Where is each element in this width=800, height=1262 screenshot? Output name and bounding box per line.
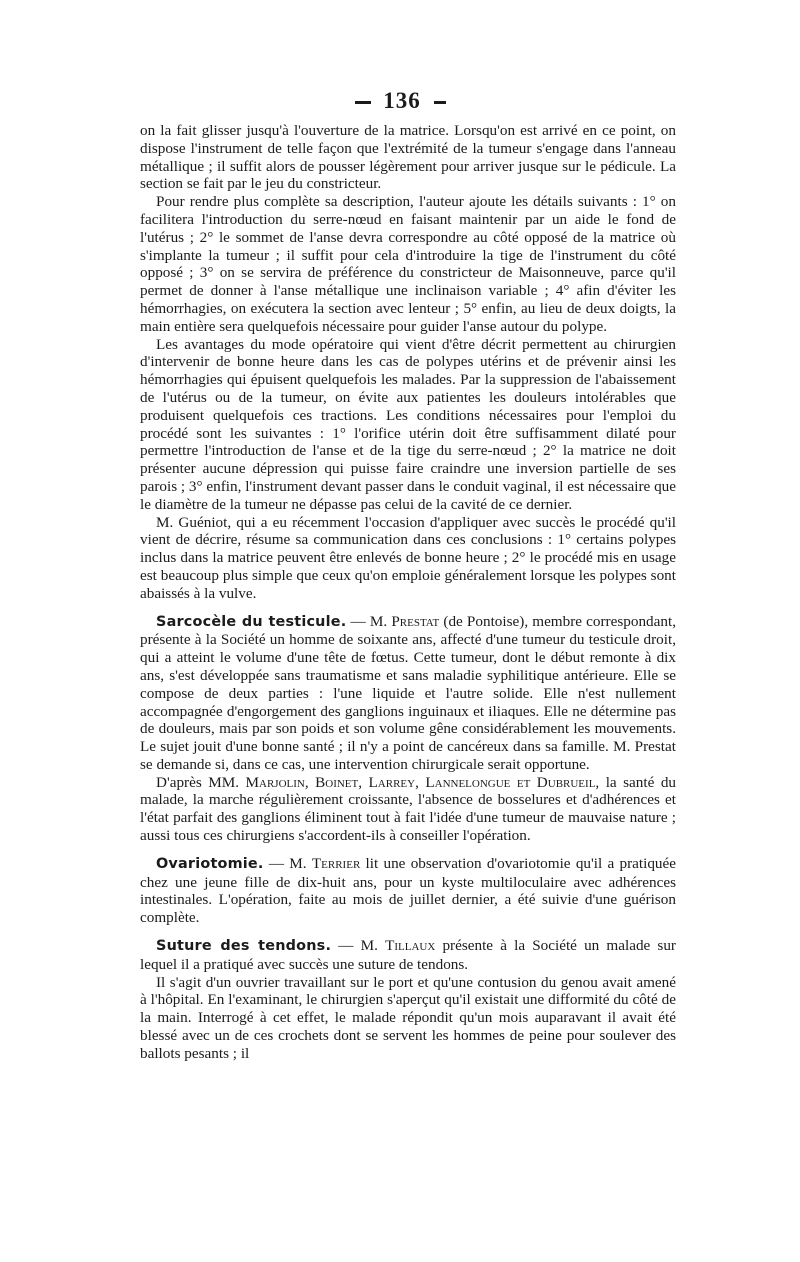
header-dash-right xyxy=(434,101,446,104)
section-text: (de Pontoise), membre correspondant, présente à la Société un homme de soixante ans, affecté d'une tumeur du testicule droit, qui a atteint le volume d'une tête de fœtus. Cette tumeur, dont le début remonte à dix ans, s'est développée sans traumatisme et sans maladie syphilitique antérieure. Elle se compose de deux parties : l'une liquide et l'autre solide. Elle n'est nullement accompagnée d'engorgement des ganglions inguinaux et iliaques. Elle ne détermine pas de douleurs, mais par son poids et son volume gêne considérablement les mouvements. Le sujet jouit d'une bonne santé ; il n'y a point de cancéreux dans sa famille. M. Prestat se demande si, dans ce cas, une intervention chirurgicale serait opportune. xyxy=(140,612,676,773)
paragraph-details: Pour rendre plus complète sa description, l'auteur ajoute les détails suivants : 1° on facilitera l'introduction du serre-nœud en faisant maintenir par un aide le fond de l'utérus ; 2° le sommet de l'anse devra correspondre au côté opposé de la matrice où s'implante la tumeur ; il suffit pour cela d'introduire la tige de l'instrument du côté opposé ; 3° on se servira de préférence du constricteur de Maisonneuve, parce qu'il permet de donner à l'anse métallique une inclinaison variable ; 4° afin d'éviter les hémorrhagies, on exécutera la section avec lenteur ; 5° enfin, au lieu de deux doigts, la main entière sera quelquefois nécessaire pour guider l'anse autour du polype. xyxy=(140,193,676,335)
paragraph-case: Il s'agit d'un ouvrier travaillant sur le port et qu'une contusion du genou avait amené à l'hôpital. En l'examinant, le chirurgien s'aperçut qu'il existait une difformité du côté de la main. Interrogé à cet effet, le malade répondit qu'un mois auparavant il avait été blessé avec un de ces crochets dont se servent les hommes de peine pour soulever des ballots pesants ; il xyxy=(140,973,676,1062)
section-sarcocele xyxy=(140,613,676,774)
section-ovariotomie xyxy=(140,855,676,927)
paragraph-continuation: on la fait glisser jusqu'à l'ouverture de la matrice. Lorsqu'on est arrivé en ce point, on dispose l'instrument de telle façon que l'extrémité de la tumeur s'engage dans l'anneau métallique ; il suffit alors de pousser légèrement pour arriver jusque sur le pédicule. La section se fait par le jeu du constricteur. xyxy=(140,122,676,193)
section-text: présente à la Société un malade sur lequel il a pratiqué avec succès une suture de tendons. xyxy=(140,937,676,973)
section-heading-sarcocele: Sarcocèle du testicule. xyxy=(156,613,347,630)
paragraph-text: , la santé du malade, la marche régulièrement croissante, l'absence de bosselures et d'adhérences et l'état parfait des ganglions éliminent tout à fait l'idée d'une tumeur de mauvaise nature ; aussi tous ces chirurgiens s'accordent-ils à conseiller l'opération. xyxy=(140,773,677,845)
paragraph-advantages: Les avantages du mode opératoire qui vient d'être décrit permettent au chirurgien d'intervenir de bonne heure dans les cas de polypes utérins et de prévenir ainsi les hémorrhagies qui épuisent quelquefois les malades. Par la suppression de l'abaissement de l'utérus ou de la tumeur, on évite aux patientes les douleurs intolérables que produisent quelquefois ces tractions. Les conditions nécessaires pour l'emploi du procédé sont les suivantes : 1° l'orifice utérin doit être suffisamment dilaté pour permettre l'introduction de l'anse et de la tige du serre-nœud ; 2° la matrice ne doit présenter aucune dépression qui puisse faire craindre une inversion partielle de ses parois ; 3° enfin, l'instrument devant passer dans le conduit vaginal, il est nécessaire que le diamètre de la tumeur ne dépasse pas celui de la cavité de ce dernier. xyxy=(140,335,677,513)
paragraph-lead: D'après MM. xyxy=(156,773,246,791)
header-dash-left xyxy=(355,101,371,104)
page-body xyxy=(140,122,676,1063)
paragraph-gueniot: M. Guéniot, qui a eu récemment l'occasion d'appliquer avec succès le procédé qu'il vient de décrire, résume sa communication dans ces conclusions : 1° certains polypes inclus dans la matrice peuvent être enlevés de bonne heure ; 2° le procédé mis en usage est beaucoup plus simple que ceux qu'on emploie généralement lorsque les polypes sont abaissés à la vulve. xyxy=(140,513,676,602)
heading-dash: — M. xyxy=(263,854,312,872)
page-header xyxy=(0,88,800,114)
author-name: Tillaux xyxy=(385,937,436,955)
author-name: Terrier xyxy=(311,854,361,872)
section-heading-suture: Suture des tendons. xyxy=(156,938,332,955)
section-suture xyxy=(140,937,676,974)
author-name: Prestat xyxy=(391,612,440,630)
surgeon-names: Marjolin, Boinet, Larrey, Lannelongue et Dubrueil xyxy=(245,773,596,791)
heading-dash: — M. xyxy=(331,937,386,955)
heading-dash: — M. xyxy=(346,612,392,630)
page-number: 136 xyxy=(383,88,421,113)
section-text: lit une observation d'ovariotomie qu'il a pratiquée chez une jeune fille de dix-huit ans, pour un kyste multiloculaire avec adhérences intestinales. L'opération, faite au mois de juillet dernier, a été suivie d'une guérison complète. xyxy=(140,854,676,927)
section-heading-ovariotomie: Ovariotomie. xyxy=(156,855,264,872)
paragraph-opinions xyxy=(140,774,676,845)
